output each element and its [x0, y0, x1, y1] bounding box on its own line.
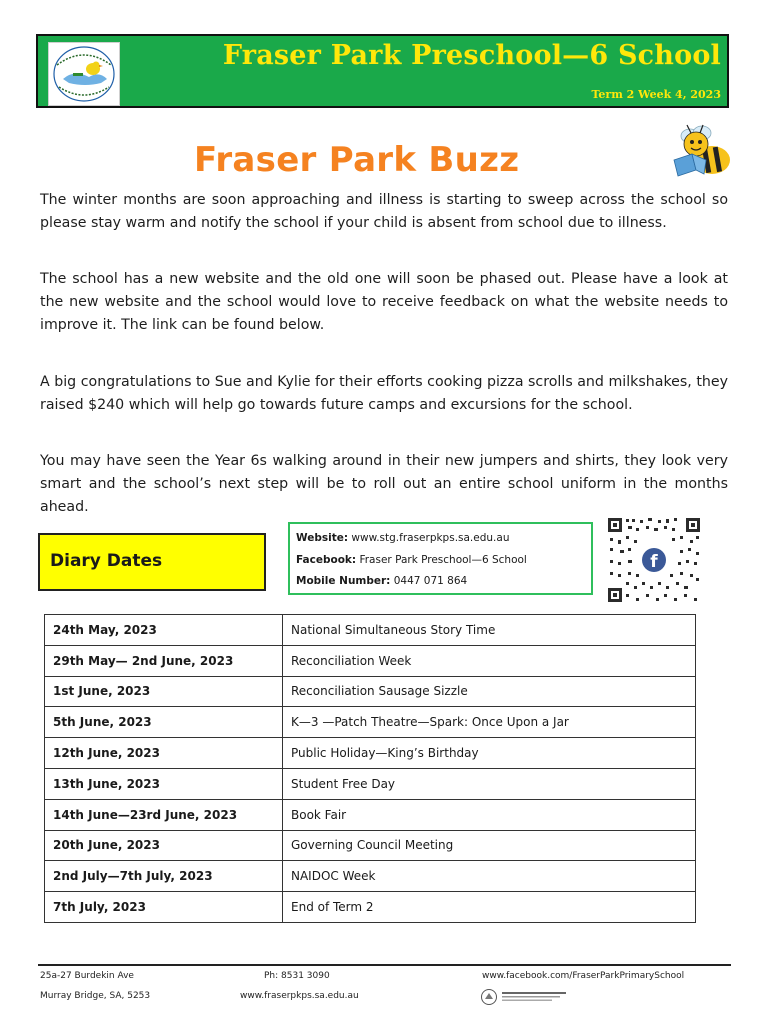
paragraph-school-uniform: You may have seen the Year 6s walking around in their new jumpers and shirts, they look very smart and the school’s next step will be to roll out an entire school uniform in the months ahead. — [40, 453, 728, 515]
table-row — [45, 707, 696, 738]
diary-event-cell: Book Fair — [283, 799, 696, 830]
term-week-label: Term 2 Week 4, 2023 — [591, 88, 721, 101]
school-name-title: Fraser Park Preschool—6 School — [222, 40, 721, 71]
mobile-line — [296, 575, 467, 587]
website-link[interactable]: www.stg.fraserpkps.sa.edu.au — [351, 532, 510, 544]
diary-date-cell: 13th June, 2023 — [45, 768, 283, 799]
table-row — [45, 676, 696, 707]
diary-date-cell: 1st June, 2023 — [45, 676, 283, 707]
table-row — [45, 799, 696, 830]
table-row — [45, 738, 696, 769]
diary-date-cell: 5th June, 2023 — [45, 707, 283, 738]
diary-date-cell: 12th June, 2023 — [45, 738, 283, 769]
government-logo-icon — [480, 988, 572, 1006]
diary-event-cell: Governing Council Meeting — [283, 830, 696, 861]
diary-event-cell: Public Holiday—King’s Birthday — [283, 738, 696, 769]
facebook-link[interactable]: Fraser Park Preschool—6 School — [359, 554, 527, 566]
diary-dates-heading-box — [38, 533, 266, 591]
diary-event-cell: Reconciliation Sausage Sizzle — [283, 676, 696, 707]
facebook-line — [296, 554, 527, 566]
bee-reading-icon — [670, 122, 736, 180]
paragraph-new-website: The school has a new website and the old one will soon be phased out. Please have a look at the new website and the school would love to receive feedback on what the website needs to improve it. The link can be found below. — [40, 271, 728, 333]
paragraph-congratulations: A big congratulations to Sue and Kylie for their efforts cooking pizza scrolls and milkshakes, they raised $240 which will help go towards future camps and excursions for the school. — [40, 374, 728, 413]
contact-info-box — [288, 522, 593, 595]
newsletter-title: Fraser Park Buzz — [194, 140, 520, 180]
table-row — [45, 768, 696, 799]
diary-date-cell: 7th July, 2023 — [45, 892, 283, 923]
diary-event-cell: Reconciliation Week — [283, 645, 696, 676]
facebook-qr-code-icon[interactable] — [606, 516, 702, 604]
diary-event-cell: NAIDOC Week — [283, 861, 696, 892]
table-row — [45, 830, 696, 861]
footer-address-line2: Murray Bridge, SA, 5253 — [40, 991, 151, 1001]
footer-address-line1: 25a-27 Burdekin Ave — [40, 971, 134, 981]
diary-event-cell: K—3 —Patch Theatre—Spark: Once Upon a Jar — [283, 707, 696, 738]
diary-date-cell: 29th May— 2nd June, 2023 — [45, 645, 283, 676]
table-row — [45, 861, 696, 892]
mobile-label: Mobile Number: — [296, 575, 391, 587]
footer-phone: Ph: 8531 3090 — [264, 971, 330, 981]
diary-date-cell: 2nd July—7th July, 2023 — [45, 861, 283, 892]
footer-website[interactable]: www.fraserpkps.sa.edu.au — [240, 991, 359, 1001]
website-label: Website: — [296, 532, 349, 544]
mobile-number: 0447 071 864 — [393, 575, 468, 587]
diary-event-cell: Student Free Day — [283, 768, 696, 799]
paragraph-winter-illness: The winter months are soon approaching and illness is starting to sweep across the school so please stay warm and notify the school if your child is absent from school due to illness. — [40, 192, 728, 231]
footer-facebook-url[interactable]: www.facebook.com/FraserParkPrimarySchool — [482, 971, 685, 981]
diary-date-cell: 14th June—23rd June, 2023 — [45, 799, 283, 830]
table-row — [45, 615, 696, 646]
diary-event-cell: End of Term 2 — [283, 892, 696, 923]
diary-date-cell: 20th June, 2023 — [45, 830, 283, 861]
diary-dates-heading: Diary Dates — [50, 551, 163, 571]
school-header-banner — [36, 34, 729, 108]
svg-text:f: f — [650, 552, 658, 572]
table-row — [45, 645, 696, 676]
website-line — [296, 532, 509, 544]
diary-dates-table — [44, 614, 696, 923]
diary-event-cell: National Simultaneous Story Time — [283, 615, 696, 646]
diary-date-cell: 24th May, 2023 — [45, 615, 283, 646]
school-logo-icon — [48, 42, 120, 106]
footer-divider — [38, 964, 731, 966]
facebook-label: Facebook: — [296, 554, 357, 566]
table-row — [45, 892, 696, 923]
